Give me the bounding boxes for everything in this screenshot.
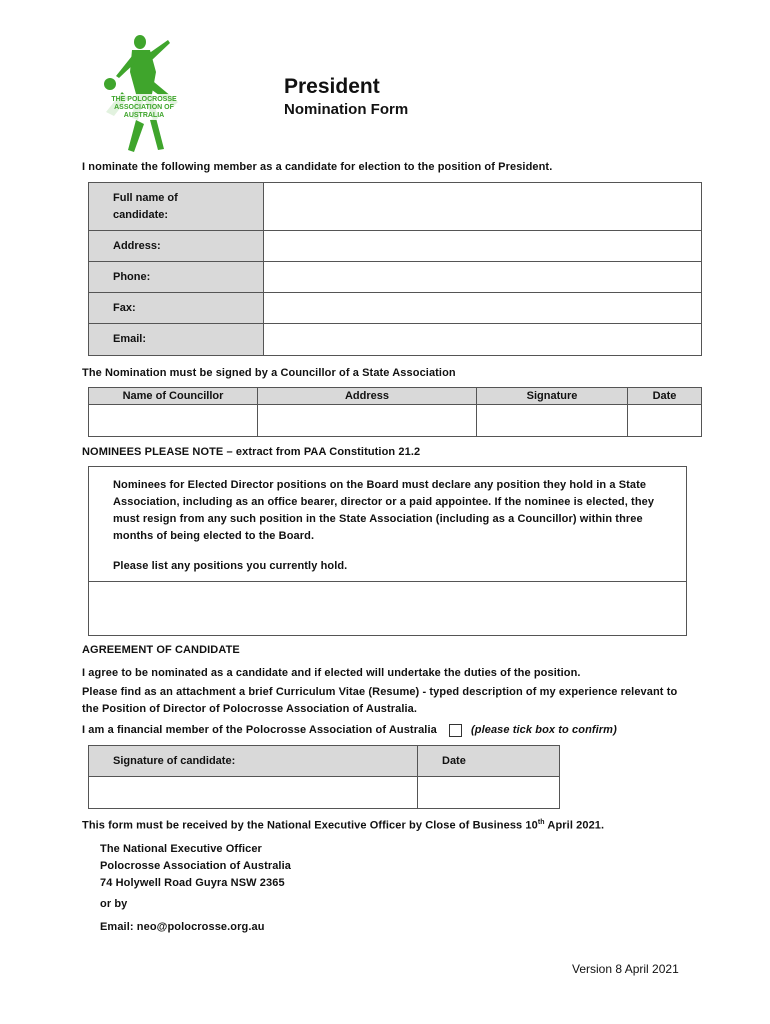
- col-name-of-councillor: Name of Councillor: [89, 388, 258, 405]
- submission-end: April 2021.: [544, 819, 605, 832]
- col-signature-date: Date: [418, 746, 560, 777]
- field-label-address: Address:: [89, 231, 264, 262]
- table-row: [89, 324, 702, 356]
- logo: [92, 32, 196, 156]
- candidate-table: [88, 182, 702, 356]
- tick-hint: (please tick box to confirm): [471, 724, 617, 736]
- candidate-signature-field[interactable]: [89, 777, 418, 809]
- table-row: [89, 405, 702, 437]
- positions-held-field[interactable]: [88, 581, 687, 636]
- email-field[interactable]: [264, 324, 702, 356]
- fax-field[interactable]: [264, 293, 702, 324]
- note-prompt: Please list any positions you currently hold.: [113, 560, 348, 572]
- field-label-email: Email:: [89, 324, 264, 356]
- full-name-field[interactable]: [264, 183, 702, 231]
- page-title: President: [284, 75, 380, 98]
- field-label-phone: Phone:: [89, 262, 264, 293]
- agreement-line-1: I agree to be nominated as a candidate and if elected will undertake the duties of the position.: [82, 667, 581, 679]
- phone-field[interactable]: [264, 262, 702, 293]
- table-row: [89, 183, 702, 231]
- col-address: Address: [258, 388, 477, 405]
- table-header-row: [89, 746, 560, 777]
- col-signature: Signature: [477, 388, 628, 405]
- agreement-line-2: Please find as an attachment a brief Curriculum Vitae (Resume) - typed description of my experience relevant to the Position of Director of Polocrosse Association of Australia.: [82, 686, 678, 715]
- signature-table: [88, 745, 560, 809]
- table-row: [89, 293, 702, 324]
- note-heading: NOMINEES PLEASE NOTE – extract from PAA Constitution 21.2: [82, 446, 421, 458]
- submission-main: This form must be received by the National Executive Officer by Close of Business 10: [82, 819, 538, 832]
- confirm-checkbox[interactable]: [449, 724, 462, 737]
- address-line: 74 Holywell Road Guyra NSW 2365: [100, 877, 285, 889]
- table-row: [89, 262, 702, 293]
- table-row: [89, 231, 702, 262]
- councillor-date-field[interactable]: [628, 405, 702, 437]
- table-header-row: [89, 388, 702, 405]
- page-subtitle: Nomination Form: [284, 101, 409, 118]
- or-by-text: or by: [100, 898, 128, 910]
- table-row: [89, 777, 560, 809]
- address-line: The National Executive Officer: [100, 843, 262, 855]
- councillor-address-field[interactable]: [258, 405, 477, 437]
- logo-text: THE POLOCROSSE ASSOCIATION OF AUSTRALIA: [111, 96, 177, 119]
- note-box: [88, 466, 687, 582]
- financial-member-text: I am a financial member of the Polocrosse Association of Australia: [82, 724, 437, 736]
- candidate-date-field[interactable]: [418, 777, 560, 809]
- email-line: [100, 921, 265, 933]
- col-date: Date: [628, 388, 702, 405]
- submission-text: [82, 819, 604, 832]
- intro-text: I nominate the following member as a candidate for election to the position of President.: [82, 161, 553, 173]
- address-block: [100, 841, 291, 892]
- email-label: Email:: [100, 921, 134, 933]
- email-address-link[interactable]: neo@polocrosse.org.au: [136, 921, 265, 933]
- councillor-name-field[interactable]: [89, 405, 258, 437]
- address-field[interactable]: [264, 231, 702, 262]
- address-line: Polocrosse Association of Australia: [100, 860, 291, 872]
- field-label-full-name: Full name of candidate:: [89, 183, 264, 231]
- polocrosse-player-icon: [92, 32, 196, 156]
- councillor-heading: The Nomination must be signed by a Councillor of a State Association: [82, 367, 456, 379]
- version-label: Version 8 April 2021: [572, 962, 679, 976]
- councillor-table: [88, 387, 702, 437]
- councillor-signature-field[interactable]: [477, 405, 628, 437]
- submission-sup: th: [537, 819, 545, 826]
- note-body: Nominees for Elected Director positions on the Board must declare any position they hold in a State Association, including as an office bearer, director or a paid appointee. If the nominee is elected, they must resign from any such position in the State Association (including as a Councillor) within three months of being elected to the Board.: [113, 479, 655, 542]
- agreement-heading: AGREEMENT OF CANDIDATE: [82, 644, 240, 656]
- col-signature-of-candidate: Signature of candidate:: [89, 746, 418, 777]
- field-label-fax: Fax:: [89, 293, 264, 324]
